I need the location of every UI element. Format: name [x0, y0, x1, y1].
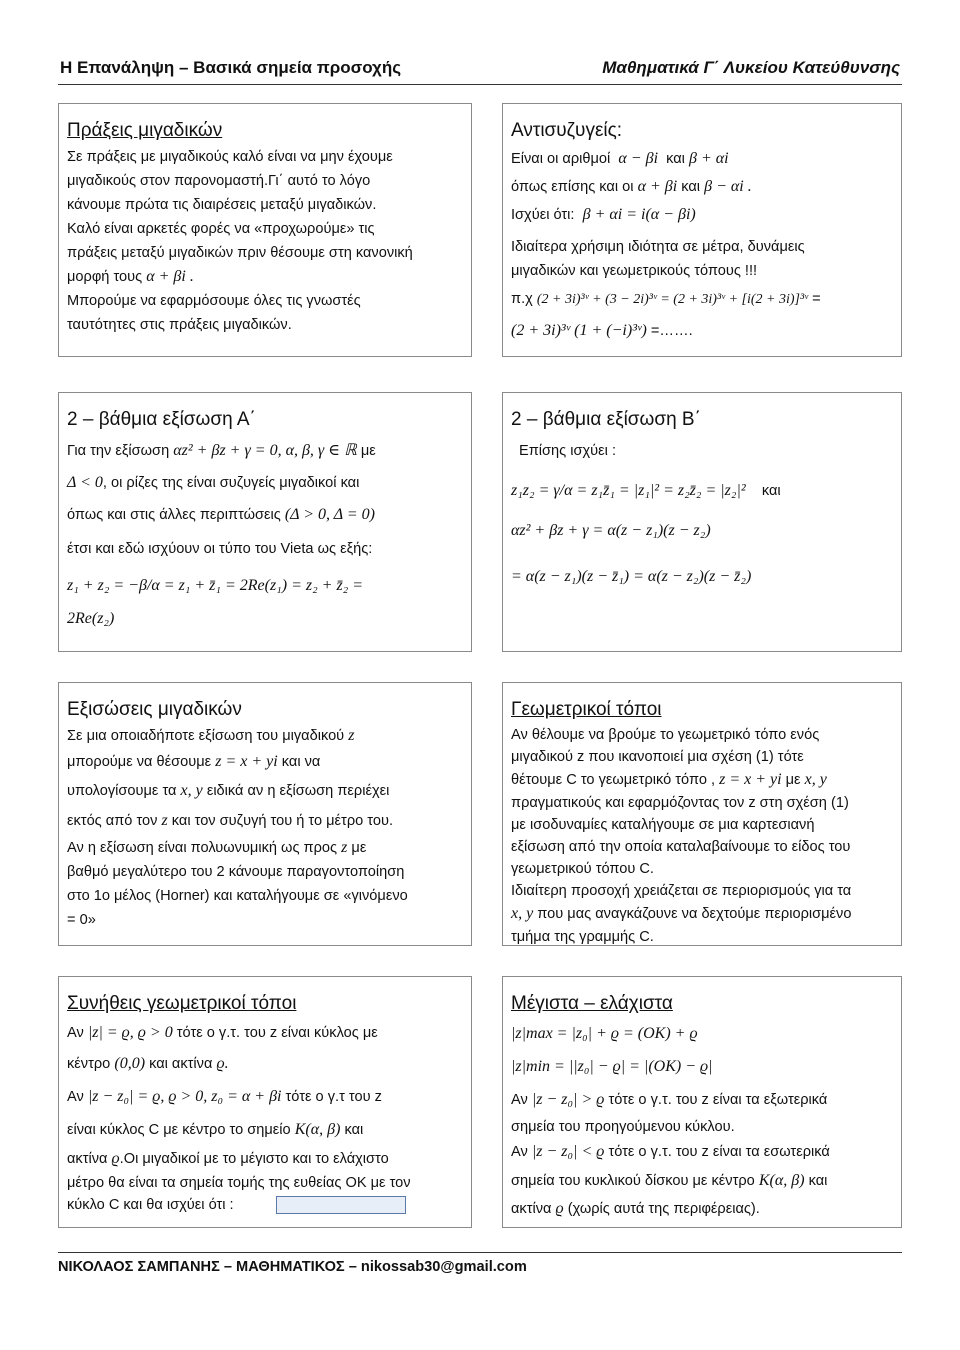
text-line: όπως και στις άλλες περιπτώσεις (Δ > 0, Δ = 0): [67, 506, 375, 523]
box-title: Γεωμετρικοί τόποι: [511, 699, 662, 720]
text-line: εξίσωση από την οποία καταλαβαίνουμε το είδος του: [511, 839, 851, 855]
text-line: θέτουμε C το γεωμετρικό τόπο , z = x + yi με x, y: [511, 771, 827, 788]
box-title: Συνήθεις γεωμετρικοί τόποι: [67, 993, 297, 1014]
text-line: Μπορούμε να εφαρμόσουμε όλες τις γνωστές: [67, 293, 361, 309]
box-eksiswsi-a: [58, 392, 472, 652]
text-line: έτσι και εδώ ισχύουν οι τύπο του Vieta ως εξής:: [67, 541, 373, 557]
text-line: 2Re(z₂): [67, 610, 115, 627]
text-line: π.χ (2 + 3i)³ᵛ + (3 − 2i)³ᵛ = (2 + 3i)³ᵛ + [i(2 + 3i)]³ᵛ =: [511, 291, 821, 307]
box-antisyzygeis: [502, 103, 902, 357]
text-line: Αν |z − z₀| = ϱ, ϱ > 0, z₀ = α + βi τότε ο γ.τ του z: [67, 1088, 382, 1105]
text-line: |z|max = |z₀| + ϱ = (OK) + ϱ: [511, 1025, 698, 1042]
text-line: z₁ + z₂ = −β/α = z₁ + z̄₁ = 2Re(z₁) = z₂ + z̄₂ =: [67, 577, 364, 594]
text-line: είναι κύκλος C με κέντρο το σημείο K(α, β) και: [67, 1121, 364, 1138]
box-eksiswseis-migadikwn: [58, 682, 472, 946]
text-line: Ιδιαίτερα χρήσιμη ιδιότητα σε μέτρα, δυνάμεις: [511, 239, 805, 255]
text-line: κύκλο C και θα ισχύει ότι :: [67, 1197, 234, 1213]
text-line: = α(z − z₁)(z − z̄₁) = α(z − z₂)(z − z̄₂): [511, 568, 752, 585]
text-line: Επίσης ισχύει :: [519, 443, 617, 459]
text-line: x, y που μας αναγκάζουνε να δεχτούμε περιορισμένο: [511, 905, 852, 922]
text-line: Σε πράξεις με μιγαδικούς καλό είναι να μην έχουμε: [67, 149, 393, 165]
text-line: z₁z₂ = γ/α = z₁z̄₁ = |z₁|² = z₂z̄₂ = |z₂|² και: [511, 482, 781, 499]
text-line: Αν |z − z₀| < ϱ τότε ο γ.τ. του z είναι τα εσωτερικά: [511, 1143, 830, 1160]
highlight-box: [276, 1196, 406, 1214]
box-title: Πράξεις μιγαδικών: [67, 120, 223, 141]
text-line: (2 + 3i)³ᵛ (1 + (−i)³ᵛ) =…….: [511, 322, 693, 339]
text-line: πράξεις μεταξύ μιγαδικών πριν θέσουμε στη κανονική: [67, 245, 413, 261]
text-line: Είναι οι αριθμοί α − βi και β + αi: [511, 150, 729, 167]
text-line: εκτός από τον z και τον συζυγή του ή το μέτρο του.: [67, 812, 394, 829]
text-line: Σε μια οποιαδήποτε εξίσωση του μιγαδικού z: [67, 727, 355, 744]
text-line: τμήμα της γραμμής C.: [511, 929, 654, 945]
text-line: σημεία του προηγούμενου κύκλου.: [511, 1119, 735, 1135]
text-line: μπορούμε να θέσουμε z = x + yi και να: [67, 753, 321, 770]
text-line: κάνουμε πρώτα τις διαιρέσεις μεταξύ μιγαδικών.: [67, 197, 377, 213]
page-footer: [58, 1252, 902, 1282]
box-megista-elaxista: [502, 976, 902, 1228]
text-line: Για την εξίσωση αz² + βz + γ = 0, α, β, γ ∈ ℝ με: [67, 442, 376, 459]
box-title: Εξισώσεις μιγαδικών: [67, 699, 242, 720]
text-line: γεωμετρικού τόπου C.: [511, 861, 654, 877]
text-line: Αν θέλουμε να βρούμε το γεωμετρικό τόπο ενός: [511, 727, 820, 743]
text-line: Ισχύει ότι: β + αi = i(α − βi): [511, 206, 696, 223]
text-line: μιγαδικούς στον παρονομαστή.Γι΄ αυτό το λόγο: [67, 173, 371, 189]
page-header: [58, 58, 902, 85]
text-line: ταυτότητες στις πράξεις μιγαδικών.: [67, 317, 292, 333]
box-praxeis-migadikwn: [58, 103, 472, 357]
text-line: κέντρο (0,0) και ακτίνα ϱ.: [67, 1055, 229, 1072]
text-line: Δ < 0, οι ρίζες της είναι συζυγείς μιγαδικοί και: [67, 474, 360, 491]
text-line: Αν η εξίσωση είναι πολυωνυμική ως προς z με: [67, 839, 367, 856]
text-line: με ισοδυναμίες καταλήγουμε σε μια καρτεσιανή: [511, 817, 815, 833]
text-line: στο 1ο μέλος (Horner) και καταλήγουμε σε «γινόμενο: [67, 888, 408, 904]
header-title: Η Επανάληψη – Βασικά σημεία προσοχής: [60, 58, 402, 77]
text-line: Αν |z| = ϱ, ϱ > 0 τότε ο γ.τ. του z είναι κύκλος με: [67, 1024, 378, 1041]
text-line: = 0»: [67, 912, 96, 928]
text-line: αz² + βz + γ = α(z − z₁)(z − z₂): [511, 522, 711, 539]
box-eksiswsi-b: [502, 392, 902, 652]
text-line: υπολογίσουμε τα x, y ειδικά αν η εξίσωση περιέχει: [67, 782, 390, 799]
text-line: μιγαδικού z που ικανοποιεί μια σχέση (1) τότε: [511, 749, 804, 765]
text-line: Καλό είναι αρκετές φορές να «προχωρούμε» τις: [67, 221, 375, 237]
text-line: μιγαδικών και γεωμετρικούς τόπους !!!: [511, 263, 758, 279]
math-expression: α + βi .: [146, 268, 194, 285]
box-title: 2 – βάθμια εξίσωση Α΄: [67, 409, 256, 430]
footer-text: ΝΙΚΟΛΑΟΣ ΣΑΜΠΑΝΗΣ – ΜΑΘΗΜΑΤΙΚΟΣ – nikossab30@gmail.com: [58, 1259, 527, 1275]
header-subject: Μαθηματικά Γ΄ Λυκείου Κατεύθυνσης: [602, 58, 900, 77]
box-geometrikoi-topoi: [502, 682, 902, 946]
text-line: Ιδιαίτερη προσοχή χρειάζεται σε περιορισμούς για τα: [511, 883, 852, 899]
box-title: Μέγιστα – ελάχιστα: [511, 993, 673, 1014]
text-line: μέτρο θα είναι τα σημεία τομής της ευθείας ΟΚ με τον: [67, 1175, 411, 1191]
text-line: όπως επίσης και οι α + βi και β − αi .: [511, 178, 752, 195]
text-line: μορφή τους α + βi .: [67, 268, 194, 285]
box-synitheis-geometrikoi-topoi: [58, 976, 472, 1228]
box-title: 2 – βάθμια εξίσωση Β΄: [511, 409, 701, 430]
box-title: Αντισυζυγείς:: [511, 120, 623, 141]
text-line: ακτίνα ϱ.Οι μιγαδικοί με το μέγιστο και το ελάχιστο: [67, 1150, 389, 1167]
text-line: ακτίνα ϱ (χωρίς αυτά της περιφέρειας).: [511, 1200, 760, 1217]
text-line: σημεία του κυκλικού δίσκου με κέντρο K(α, β) και: [511, 1172, 828, 1189]
text-line: |z|min = ||z₀| − ϱ| = |(OK) − ϱ|: [511, 1058, 713, 1075]
text-line: βαθμό μεγαλύτερο του 2 κάνουμε παραγοντοποίηση: [67, 864, 405, 880]
text-line: πραγματικούς και εφαρμόζοντας τον z στη σχέση (1): [511, 795, 849, 811]
text-line: Αν |z − z₀| > ϱ τότε ο γ.τ. του z είναι τα εξωτερικά: [511, 1091, 828, 1108]
